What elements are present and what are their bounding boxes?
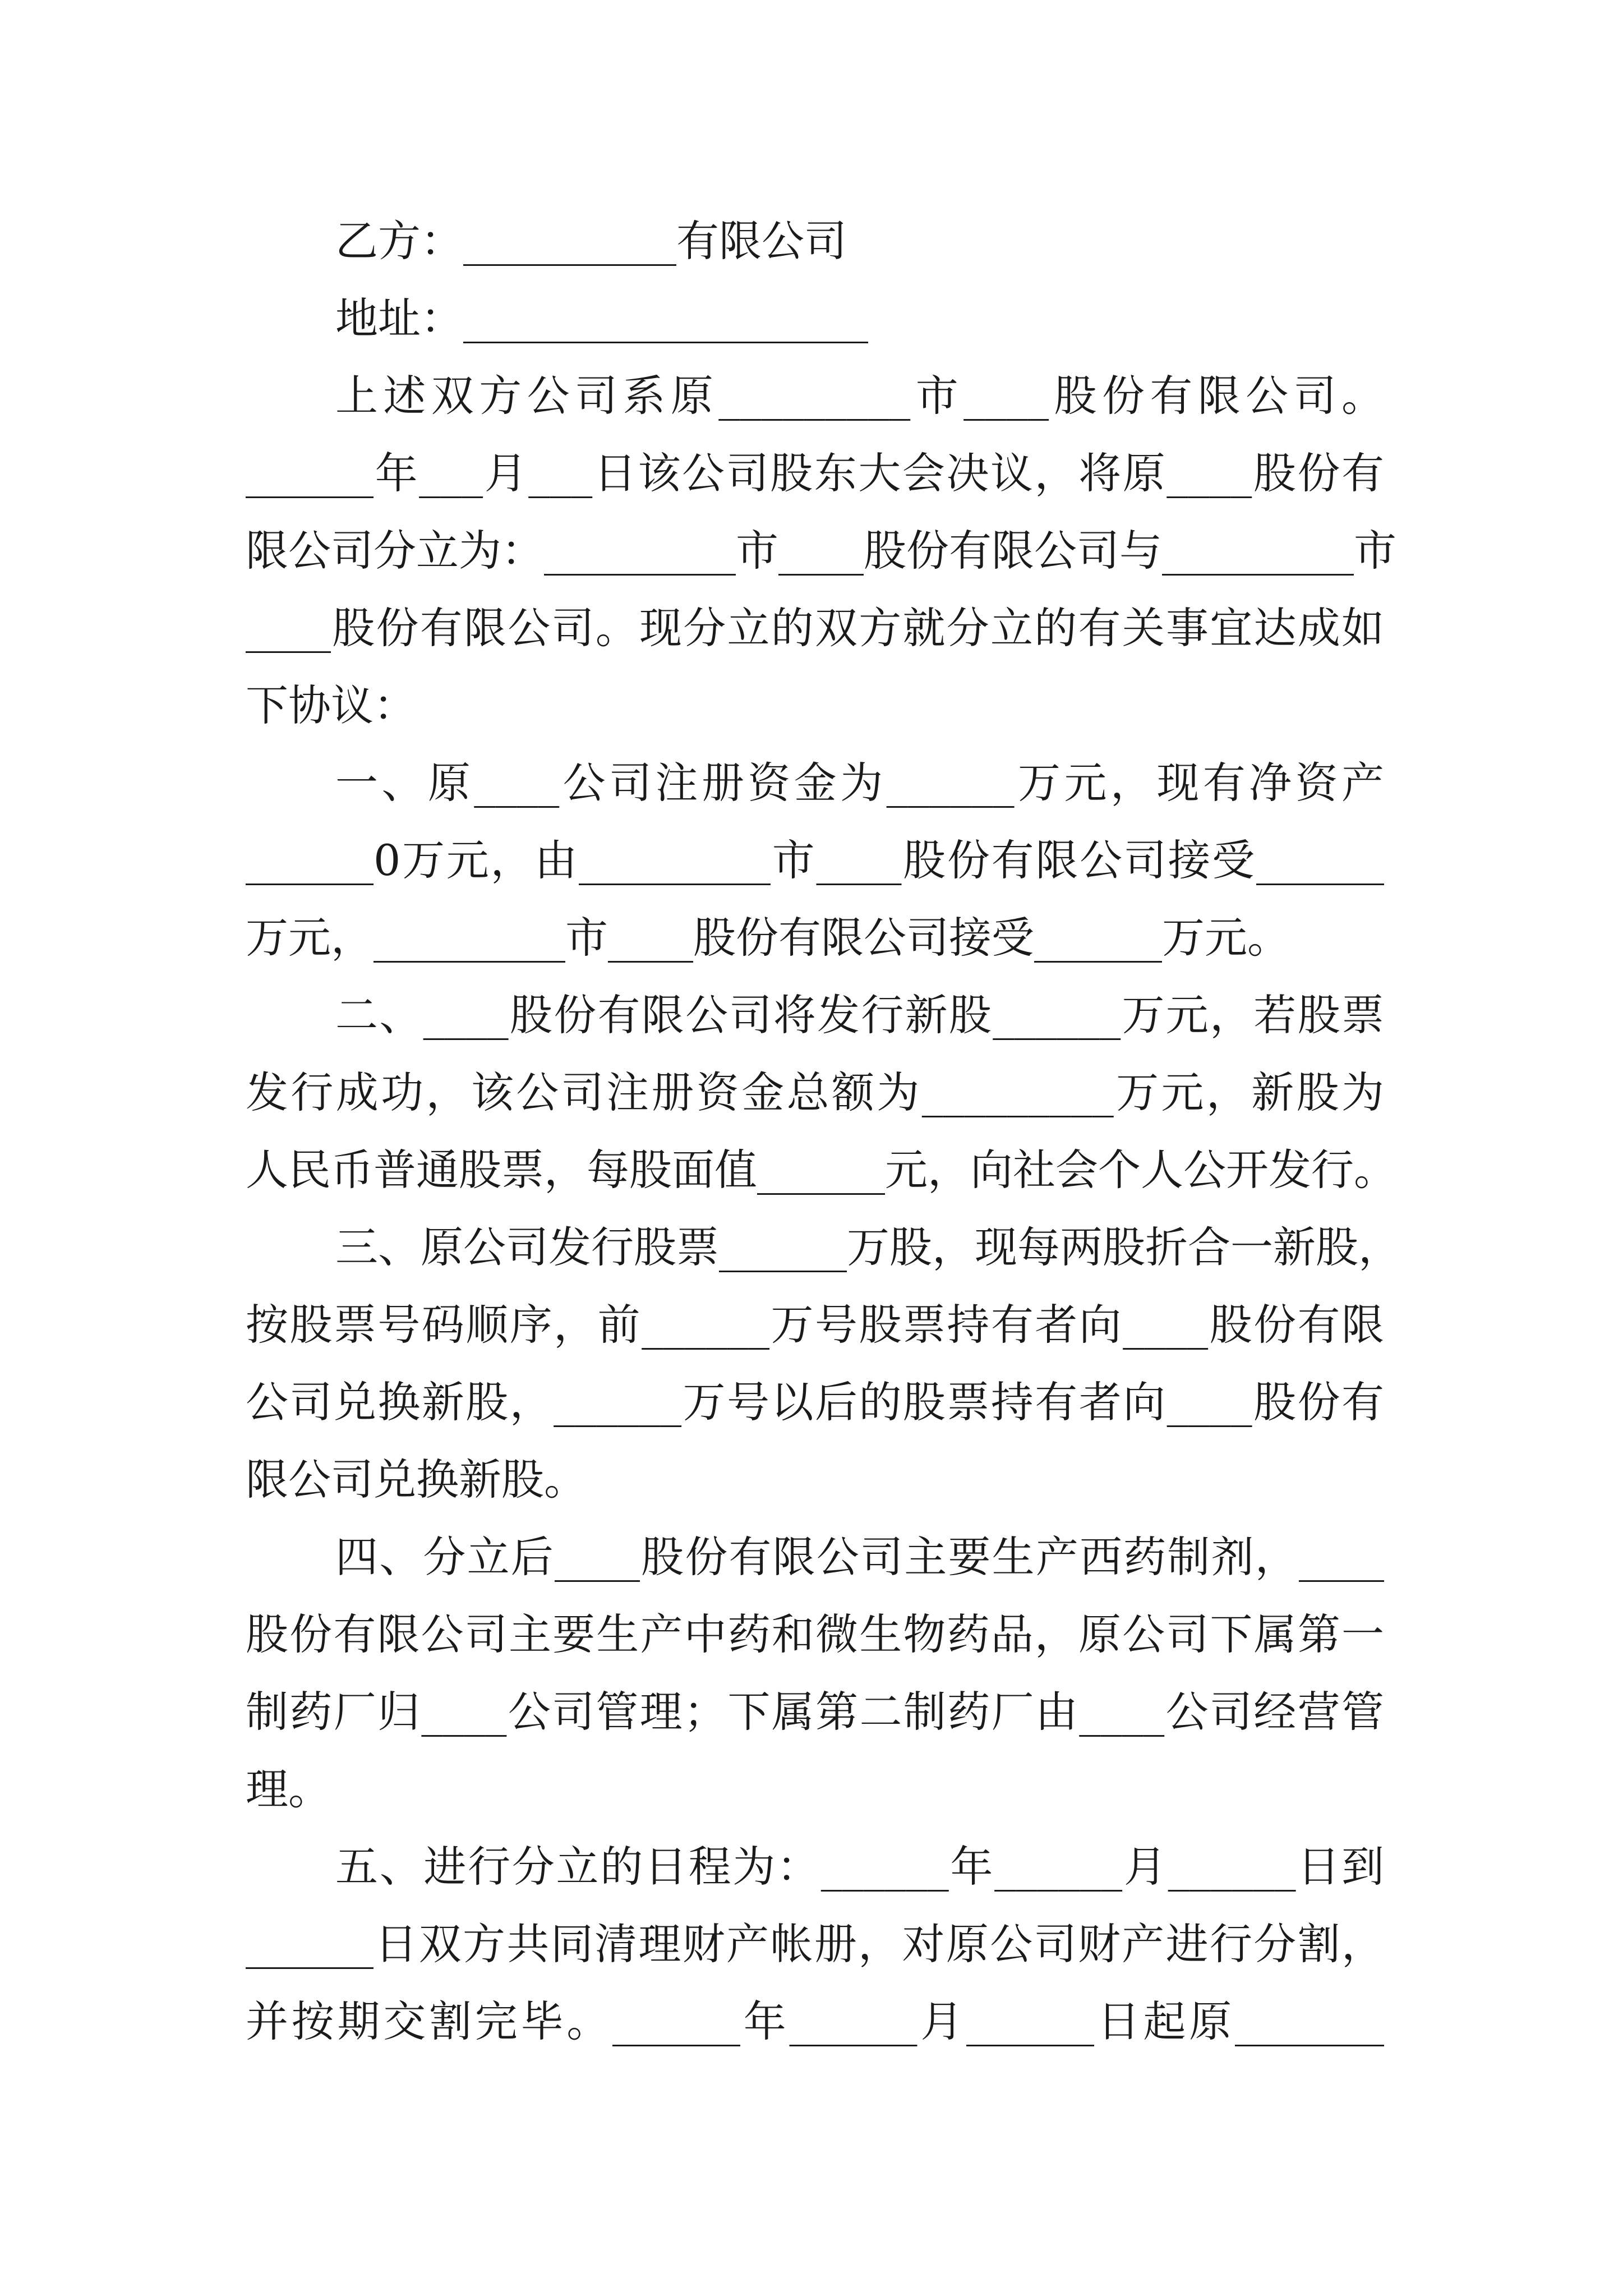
clause-2-line: 二、____股份有限公司将发行新股______万元，若股票 [335, 990, 1384, 1040]
clause-2-line: 人民币普通股票，每股面值______元，向社会个人公开发行。 [246, 1145, 1396, 1195]
clause-3-line: 三、原公司发行股票______万股，现每两股折合一新股， [335, 1222, 1401, 1272]
clause-4-line: 股份有限公司主要生产中药和微生物药品，原公司下属第一 [246, 1609, 1384, 1659]
paragraph-line: ______年___月___日该公司股东大会决议，将原____股份有 [246, 448, 1384, 498]
clause-4-line: 四、分立后____股份有限公司主要生产西药制剂，____ [335, 1532, 1384, 1582]
paragraph-line: ____股份有限公司。现分立的双方就分立的有关事宜达成如 [246, 603, 1384, 653]
party-b-line: 乙方：__________有限公司 [335, 216, 847, 266]
paragraph-line: 限公司分立为：_________市____股份有限公司与_________市 [246, 526, 1396, 576]
paragraph-line: 下协议： [246, 680, 416, 730]
address-line: 地址：___________________ [335, 293, 868, 343]
clause-4-line: 理。 [246, 1764, 331, 1814]
clause-4-line: 制药厂归____公司管理；下属第二制药厂由____公司经营管 [246, 1687, 1384, 1737]
clause-5-line: 并按期交割完毕。______年______月______日起原_______ [246, 1996, 1384, 2046]
clause-5-line: 五、进行分立的日程为：______年______月______日到 [335, 1842, 1384, 1892]
clause-3-line: 按股票号码顺序，前______万号股票持有者向____股份有限 [246, 1300, 1384, 1350]
clause-5-line: ______日双方共同清理财产帐册，对原公司财产进行分割， [246, 1919, 1384, 1969]
paragraph-line: 上述双方公司系原_________市____股份有限公司。 [335, 371, 1384, 421]
clause-1-line: 一、原____公司注册资金为______万元，现有净资产 [335, 758, 1384, 808]
clause-3-line: 限公司兑换新股。 [246, 1455, 587, 1504]
clause-2-line: 发行成功，该公司注册资金总额为_________万元，新股为 [246, 1068, 1384, 1117]
clause-1-line: ______0万元，由_________市____股份有限公司接受______ [246, 835, 1384, 885]
clause-3-line: 公司兑换新股，______万号以后的股票持有者向____股份有 [246, 1377, 1384, 1427]
clause-1-line: 万元，_________市____股份有限公司接受______万元。 [246, 913, 1290, 963]
